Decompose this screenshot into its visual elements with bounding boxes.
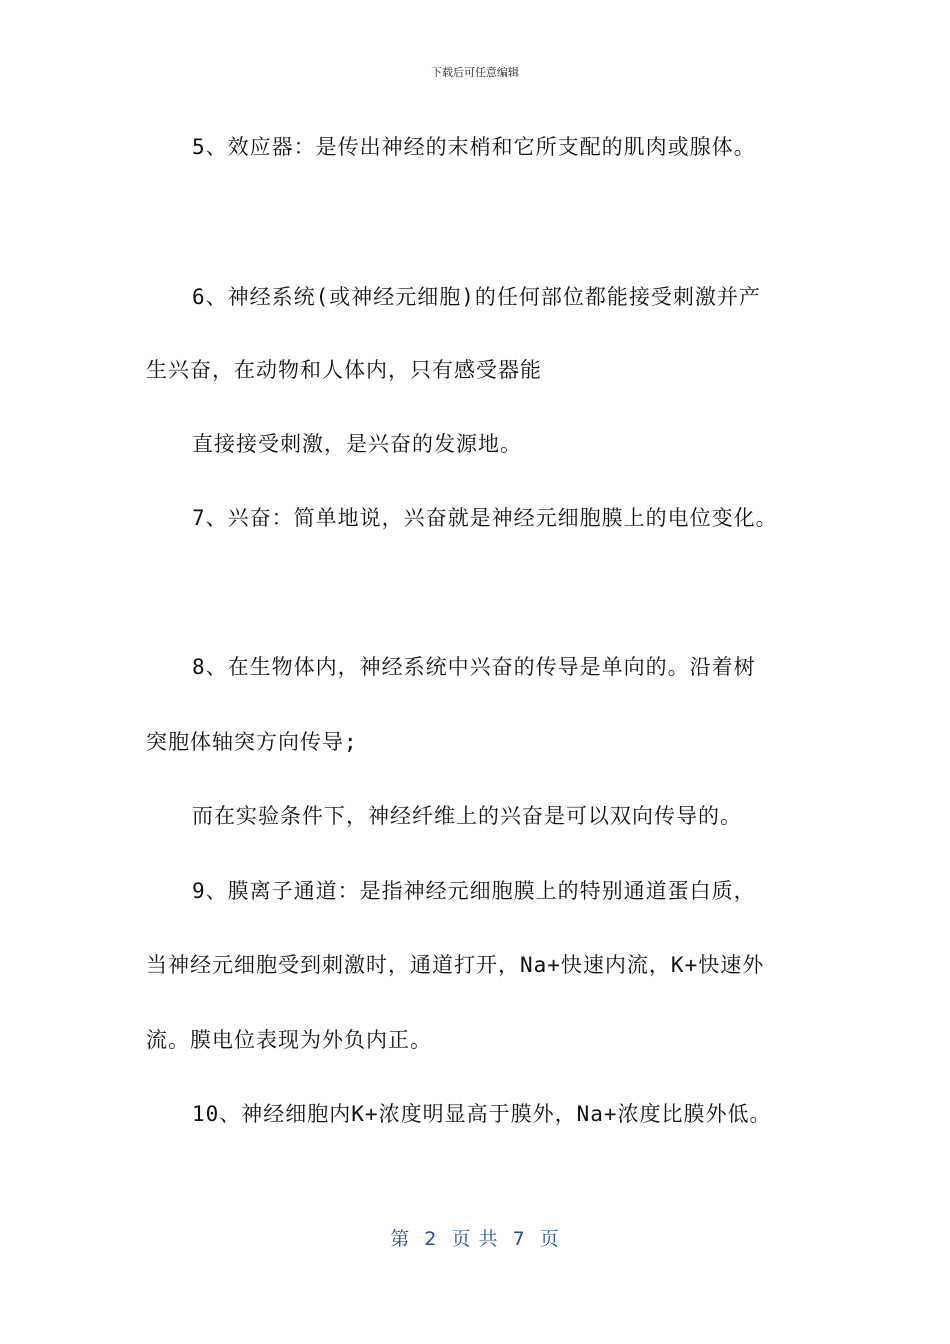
paragraph-line-10: 当神经元细胞受到刺激时，通道打开，Na+快速内流，K+快速外 bbox=[146, 953, 765, 977]
paragraph-line-11: 流。膜电位表现为外负内正。 bbox=[146, 1028, 432, 1052]
paragraph-line-9: 9、膜离子通道：是指神经元细胞膜上的特别通道蛋白质， bbox=[192, 879, 756, 903]
paragraph-line-8: 而在实验条件下，神经纤维上的兴奋是可以双向传导的。 bbox=[192, 804, 742, 828]
paragraph-line-4: 直接接受刺激，是兴奋的发源地。 bbox=[192, 432, 522, 456]
paragraph-line-6: 8、在生物体内，神经系统中兴奋的传导是单向的。沿着树 bbox=[192, 655, 756, 679]
download-note: 下载后可任意编辑 bbox=[431, 66, 519, 79]
paragraph-line-1: 5、效应器：是传出神经的末梢和它所支配的肌肉或腺体。 bbox=[192, 135, 756, 159]
page-number: 第 2 页 共 7 页 bbox=[390, 1228, 560, 1250]
paragraph-line-3: 生兴奋，在动物和人体内，只有感受器能 bbox=[146, 358, 542, 382]
paragraph-line-7: 突胞体轴突方向传导; bbox=[146, 730, 358, 754]
paragraph-line-2: 6、神经系统(或神经元细胞)的任何部位都能接受刺激并产 bbox=[192, 285, 761, 309]
paragraph-line-12: 10、神经细胞内K+浓度明显高于膜外，Na+浓度比膜外低。 bbox=[192, 1102, 772, 1126]
paragraph-line-5: 7、兴奋：简单地说，兴奋就是神经元细胞膜上的电位变化。 bbox=[192, 506, 778, 530]
